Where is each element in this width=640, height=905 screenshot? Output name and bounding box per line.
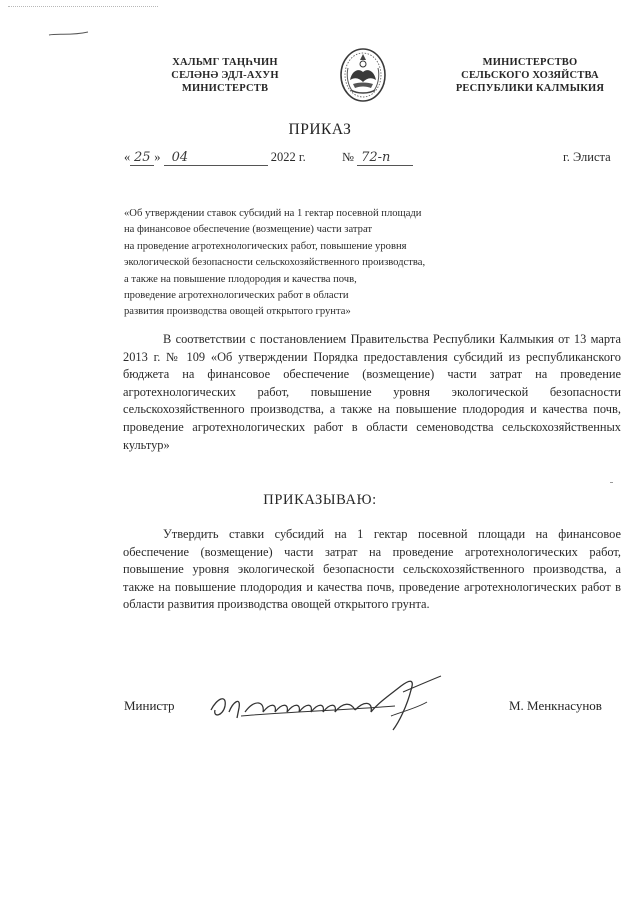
subject-line: а также на повышение плодородия и качества почв, [124,273,357,285]
order-number: 72-п [357,150,413,166]
number-sign: № [342,150,354,164]
subject-line: на финансовое обеспечение (возмещение) части затрат [124,224,373,236]
date-day: 25 [130,150,154,166]
preamble-text: В соответствии с постановлением Правительства Республики Калмыкия от 13 марта 2013 г. № 109 «Об утверждении Порядка предоставления субсидий из республиканского бюджета на финансовое обеспечение (возмещение) части затрат на проведение агротехнологических работ, повышение уровня экологической безопасности сельскохозяйственного производства, а также на повышение плодородия и качества почв, проведение агротехнологических работ в области семеноводства сельскохозяйственных культур» [123,332,621,452]
header-kalmyk-line-2: СЕЛӘНӘ ЭДЛ-АХУН [171,70,279,81]
order-heading: ПРИКАЗЫВАЮ: [263,492,377,508]
header-kalmyk-line-1: ХАЛЬМГ ТАҢҺЧИН [172,57,278,68]
subject-line: проведение агротехнологических работ в области [124,290,349,302]
resolution-text: Утвердить ставки субсидий на 1 гектар посевной площади на финансовое обеспечение (возмещение) части затрат на проведение агротехнологических работ, повышение уровня экологической безопасности сельскохозяйственного производства, а также на повышение плодородия и качества почв, проведение агротехнологических работ в области развития производства овощей открытого грунта. [123,527,621,612]
scan-artifact-tick [610,482,613,483]
header-russian-line-1: МИНИСТЕРСТВО [482,57,578,68]
header-kalmyk-block [152,56,298,95]
date-year: 2022 г. [270,150,306,164]
subject-line: на проведение агротехнологических работ, повышение уровня [124,240,407,252]
handwritten-signature [205,672,445,734]
scan-artifact-dots [8,6,158,9]
coat-of-arms-icon [339,46,387,104]
order-number-field [342,150,413,166]
header-russian-line-2: СЕЛЬСКОГО ХОЗЯЙСТВА [461,70,599,81]
signatory-position: Министр [124,698,175,713]
subject-line: экологической безопасности сельскохозяйственного производства, [124,257,426,269]
signatory-name: М. Менкнасунов [509,698,602,713]
subject-line: развития производства овощей открытого грунта» [124,306,351,318]
header-russian-line-3: РЕСПУБЛИКИ КАЛМЫКИЯ [455,83,605,94]
city-label: г. Элиста [563,150,611,164]
subject-block [124,206,425,321]
document-title: ПРИКАЗ [288,121,352,138]
date-field: « 25 » 04 2022 г. [124,150,306,165]
header-kalmyk-line-3: МИНИСТЕРСТВ [181,83,269,94]
subject-line: «Об утверждении ставок субсидий на 1 гектар посевной площади [124,208,422,219]
handwritten-corner-mark [48,30,90,38]
header-russian-block [448,56,612,95]
preamble-paragraph [123,331,621,454]
resolution-paragraph [123,526,621,614]
date-month: 04 [164,150,268,166]
